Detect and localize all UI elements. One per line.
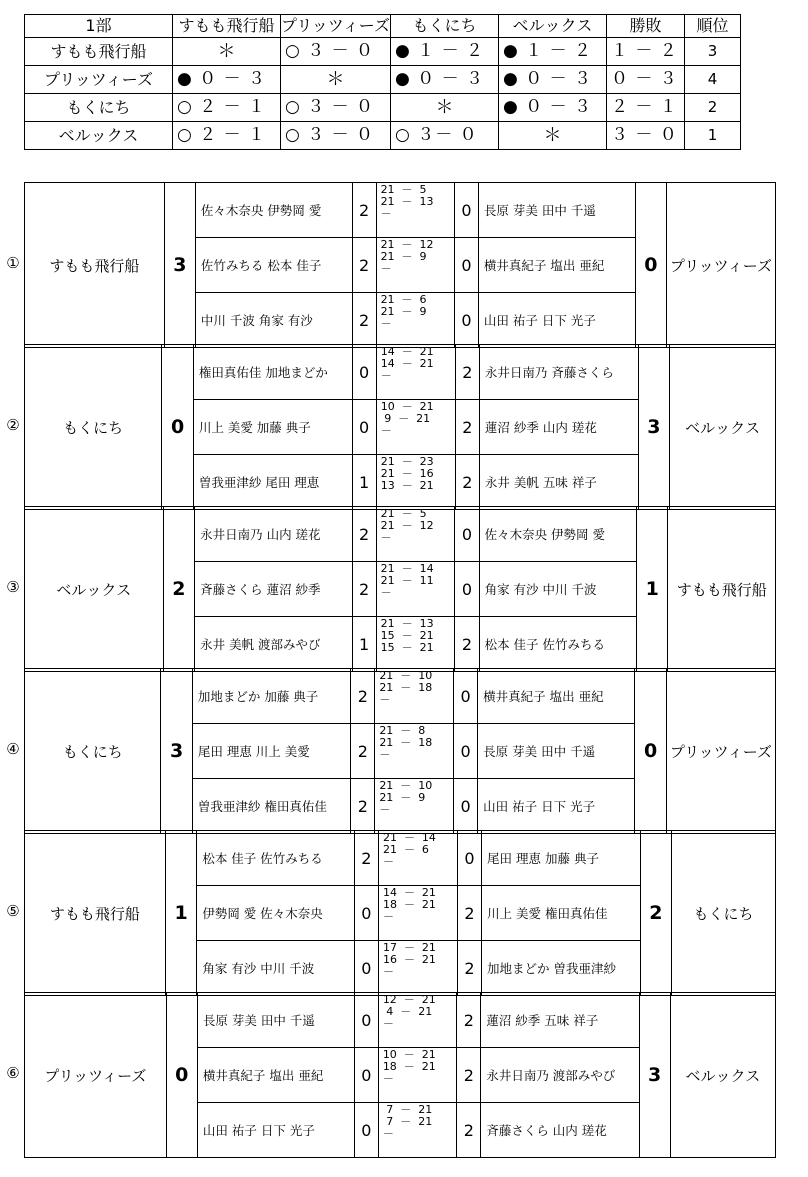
set-score: － <box>382 1127 394 1140</box>
left-pair: 尾田 理恵 川上 美愛 <box>192 724 350 779</box>
right-pair: 尾田 理恵 加藤 典子 <box>482 831 641 886</box>
right-games-won: 2 <box>455 617 479 672</box>
game-scores <box>376 507 455 562</box>
right-pair: 松本 佳子 佐竹みちる <box>479 617 636 672</box>
set-score: 18 － 21 <box>382 1060 436 1073</box>
right-pair: 永井 美帆 五味 祥子 <box>479 455 638 510</box>
header-rank: 順位 <box>684 15 740 38</box>
set-score: 13 － 21 <box>380 479 434 492</box>
left-games-won: 2 <box>351 724 375 779</box>
left-team: すもも飛行船 <box>25 183 165 348</box>
game-scores <box>376 562 455 617</box>
standings-team: すもも飛行船 <box>25 38 173 66</box>
set-score: 7 － 21 <box>382 1115 433 1128</box>
game-scores <box>376 183 455 238</box>
standings-self-cell: ＊ <box>498 122 606 150</box>
set-score: 14 － 21 <box>380 357 434 370</box>
left-games-won: 2 <box>352 507 376 562</box>
set-score: 21 － 18 <box>379 681 433 694</box>
game-row <box>25 183 776 238</box>
right-team: ベルックス <box>670 345 776 510</box>
left-games-won: 2 <box>351 779 375 834</box>
set-score: 21 － 8 <box>379 724 426 737</box>
set-score: － <box>382 965 394 978</box>
match-number: ⑥ <box>6 1064 20 1082</box>
left-pair: 長原 芽美 田中 千遥 <box>197 993 354 1048</box>
match-number: ④ <box>6 740 20 758</box>
left-games-won: 2 <box>352 293 376 348</box>
left-games-won: 0 <box>354 1103 378 1158</box>
right-pair: 永井日南乃 斉藤さくら <box>479 345 638 400</box>
left-pair: 横井真紀子 塩出 亜紀 <box>197 1048 354 1103</box>
left-pair: 中川 千波 角家 有沙 <box>195 293 352 348</box>
standings-team: もくにち <box>25 94 173 122</box>
set-score: － <box>379 693 391 706</box>
right-games-won: 2 <box>457 1103 481 1158</box>
right-pair: 横井真紀子 塩出 亜紀 <box>478 238 635 293</box>
set-score: － <box>382 1017 394 1030</box>
set-score: 10 － 21 <box>380 400 434 413</box>
right-pair: 長原 芽美 田中 千遥 <box>478 724 635 779</box>
standings-record: ３ － ０ <box>606 122 684 150</box>
set-score: － <box>380 317 392 330</box>
match-number: ② <box>6 416 20 434</box>
left-total: 3 <box>161 669 192 834</box>
standings-result: ○ ３－ ０ <box>390 122 498 150</box>
standings-team: ベルックス <box>25 122 173 150</box>
right-total: 1 <box>636 507 667 672</box>
set-score: 21 － 12 <box>380 238 434 251</box>
game-row <box>25 669 776 724</box>
set-score: 21 － 12 <box>380 519 434 532</box>
standings-self-cell: ＊ <box>390 94 498 122</box>
left-team: もくにち <box>25 669 161 834</box>
set-score: － <box>380 531 392 544</box>
left-games-won: 0 <box>354 993 378 1048</box>
right-games-won: 0 <box>454 724 478 779</box>
set-score: － <box>380 424 392 437</box>
set-score: 17 － 21 <box>382 941 436 954</box>
match-block <box>4 668 776 830</box>
set-score: 7 － 21 <box>382 1103 433 1116</box>
set-score: 21 － 9 <box>380 305 427 318</box>
match-table <box>24 830 776 996</box>
right-team: もくにち <box>672 831 776 996</box>
right-total: 3 <box>638 345 670 510</box>
game-scores <box>376 455 455 510</box>
standings-self-cell: ＊ <box>173 38 281 66</box>
left-games-won: 2 <box>352 183 376 238</box>
set-score: 10 － 21 <box>382 1048 436 1061</box>
right-games-won: 2 <box>457 886 481 941</box>
left-games-won: 0 <box>354 941 378 996</box>
right-games-won: 2 <box>457 1048 481 1103</box>
left-games-won: 2 <box>354 831 378 886</box>
set-score: － <box>380 262 392 275</box>
match-table <box>24 506 776 672</box>
game-scores <box>376 293 455 348</box>
left-pair: 永井日南乃 山内 瑳花 <box>195 507 352 562</box>
standings-row <box>25 122 741 150</box>
right-total: 3 <box>639 993 670 1158</box>
right-games-won: 2 <box>457 941 481 996</box>
left-team: ベルックス <box>25 507 164 672</box>
left-games-won: 0 <box>352 400 376 455</box>
match-number: ⑤ <box>6 902 20 920</box>
right-pair: 蓮沼 紗季 山内 瑳花 <box>479 400 638 455</box>
header-team-4: ベルックス <box>498 15 606 38</box>
match-block <box>4 830 776 992</box>
right-games-won: 0 <box>454 779 478 834</box>
left-team: プリッツィーズ <box>25 993 167 1158</box>
left-team: もくにち <box>25 345 162 510</box>
standings-header-row <box>25 15 741 38</box>
set-score: － <box>380 207 392 220</box>
set-score: 21 － 14 <box>382 831 436 844</box>
standings-result: ○ ２ － １ <box>173 122 281 150</box>
header-team-1: すもも飛行船 <box>173 15 281 38</box>
left-pair: 山田 祐子 日下 光子 <box>197 1103 354 1158</box>
set-score: － <box>382 1072 394 1085</box>
header-record: 勝敗 <box>606 15 684 38</box>
standings-table <box>24 14 741 150</box>
right-games-won: 0 <box>455 293 479 348</box>
game-scores <box>375 669 454 724</box>
set-score: 21 － 11 <box>380 574 434 587</box>
game-scores <box>378 993 457 1048</box>
header-team-3: もくにち <box>390 15 498 38</box>
set-score: － <box>380 586 392 599</box>
game-scores <box>375 779 454 834</box>
left-pair: 松本 佳子 佐竹みちる <box>197 831 355 886</box>
set-score: 21 － 10 <box>379 779 433 792</box>
left-games-won: 2 <box>352 562 376 617</box>
right-pair: 蓮沼 紗季 五味 祥子 <box>481 993 639 1048</box>
right-pair: 斉藤さくら 山内 瑳花 <box>481 1103 639 1158</box>
right-pair: 横井真紀子 塩出 亜紀 <box>478 669 635 724</box>
match-table <box>24 182 776 348</box>
set-score: 14 － 21 <box>382 886 436 899</box>
standings-result: ● ０ － ３ <box>498 94 606 122</box>
set-score: 15 － 21 <box>380 629 434 642</box>
right-team: ベルックス <box>670 993 775 1158</box>
left-pair: 伊勢岡 愛 佐々木奈央 <box>197 886 355 941</box>
game-scores <box>376 617 455 672</box>
left-total: 1 <box>165 831 197 996</box>
set-score: 21 － 9 <box>380 250 427 263</box>
left-pair: 角家 有沙 中川 千波 <box>197 941 355 996</box>
left-team: すもも飛行船 <box>25 831 166 996</box>
left-games-won: 1 <box>352 617 376 672</box>
standings-rank: 1 <box>684 122 740 150</box>
set-score: 9 － 21 <box>380 412 431 425</box>
set-score: 21 － 5 <box>380 183 427 196</box>
match-table <box>24 344 776 510</box>
set-score: 21 － 6 <box>382 843 429 856</box>
game-row <box>25 345 776 400</box>
set-score: 14 － 21 <box>380 345 434 358</box>
standings-result: ● ０ － ３ <box>498 66 606 94</box>
set-score: 21 － 9 <box>379 791 426 804</box>
right-team: プリッツィーズ <box>666 183 775 348</box>
set-score: 15 － 21 <box>380 641 434 654</box>
game-row <box>25 831 776 886</box>
right-pair: 長原 芽美 田中 千遥 <box>478 183 635 238</box>
standings-row <box>25 94 741 122</box>
standings-self-cell: ＊ <box>281 66 391 94</box>
right-games-won: 2 <box>455 455 479 510</box>
match-block <box>4 344 776 506</box>
standings-result: ● １ － ２ <box>390 38 498 66</box>
right-pair: 永井日南乃 渡部みやび <box>481 1048 639 1103</box>
right-games-won: 0 <box>455 238 479 293</box>
standings-result: ○ ３ － ０ <box>281 122 391 150</box>
match-results <box>4 182 776 1154</box>
standings-result: ○ ３ － ０ <box>281 94 391 122</box>
standings-record: ０ － ３ <box>606 66 684 94</box>
right-games-won: 0 <box>457 831 481 886</box>
game-scores <box>375 724 454 779</box>
standings-rank: 2 <box>684 94 740 122</box>
set-score: 21 － 5 <box>380 507 427 520</box>
game-scores <box>376 400 455 455</box>
right-pair: 佐々木奈央 伊勢岡 愛 <box>479 507 636 562</box>
left-pair: 加地まどか 加藤 典子 <box>192 669 350 724</box>
match-block <box>4 506 776 668</box>
game-scores <box>378 1103 457 1158</box>
right-games-won: 2 <box>455 400 479 455</box>
right-games-won: 2 <box>457 993 481 1048</box>
right-pair: 角家 有沙 中川 千波 <box>479 562 636 617</box>
game-scores <box>376 238 455 293</box>
set-score: 21 － 23 <box>380 455 434 468</box>
right-total: 2 <box>640 831 672 996</box>
match-block <box>4 992 776 1154</box>
game-scores <box>378 886 457 941</box>
set-score: 21 － 18 <box>379 736 433 749</box>
right-games-won: 0 <box>455 183 479 238</box>
header-division: 1部 <box>25 15 173 38</box>
left-pair: 佐々木奈央 伊勢岡 愛 <box>195 183 352 238</box>
standings-team: プリッツィーズ <box>25 66 173 94</box>
match-table <box>24 668 776 834</box>
set-score: 4 － 21 <box>382 1005 433 1018</box>
match-block <box>4 182 776 344</box>
set-score: 21 － 14 <box>380 562 434 575</box>
game-scores <box>378 941 457 996</box>
right-pair: 山田 祐子 日下 光子 <box>478 779 635 834</box>
game-row <box>25 993 776 1048</box>
game-row <box>25 507 776 562</box>
right-pair: 川上 美愛 権田真佑佳 <box>482 886 641 941</box>
left-games-won: 0 <box>354 1048 378 1103</box>
set-score: 21 － 6 <box>380 293 427 306</box>
set-score: － <box>382 855 394 868</box>
right-pair: 山田 祐子 日下 光子 <box>478 293 635 348</box>
set-score: 18 － 21 <box>382 898 436 911</box>
standings-result: ○ ３ － ０ <box>281 38 391 66</box>
left-pair: 曽我亜津紗 尾田 理恵 <box>193 455 352 510</box>
header-team-2: プリッツィーズ <box>281 15 391 38</box>
game-scores <box>378 1048 457 1103</box>
standings-result: ● １ － ２ <box>498 38 606 66</box>
set-score: － <box>379 748 391 761</box>
right-games-won: 2 <box>455 345 479 400</box>
standings-row <box>25 38 741 66</box>
standings-result: ○ ２ － １ <box>173 94 281 122</box>
match-table <box>24 992 776 1158</box>
set-score: 21 － 16 <box>380 467 434 480</box>
standings-row <box>25 66 741 94</box>
set-score: － <box>380 369 392 382</box>
set-score: 16 － 21 <box>382 953 436 966</box>
right-games-won: 0 <box>454 669 478 724</box>
left-pair: 佐竹みちる 松本 佳子 <box>195 238 352 293</box>
left-games-won: 2 <box>352 238 376 293</box>
right-pair: 加地まどか 曽我亜津紗 <box>482 941 641 996</box>
left-games-won: 2 <box>351 669 375 724</box>
left-pair: 斉藤さくら 蓮沼 紗季 <box>195 562 352 617</box>
set-score: 21 － 10 <box>379 669 433 682</box>
left-total: 3 <box>164 183 195 348</box>
set-score: － <box>382 910 394 923</box>
game-scores <box>376 345 455 400</box>
right-team: すもも飛行船 <box>668 507 776 672</box>
standings-record: ２ － １ <box>606 94 684 122</box>
left-total: 0 <box>162 345 194 510</box>
standings-rank: 3 <box>684 38 740 66</box>
right-team: プリッツィーズ <box>666 669 775 834</box>
set-score: 21 － 13 <box>380 195 434 208</box>
right-games-won: 0 <box>455 507 479 562</box>
right-total: 0 <box>635 183 666 348</box>
right-total: 0 <box>635 669 666 834</box>
left-total: 2 <box>163 507 194 672</box>
left-pair: 川上 美愛 加藤 典子 <box>193 400 352 455</box>
game-scores <box>378 831 457 886</box>
set-score: － <box>379 803 391 816</box>
set-score: 21 － 13 <box>380 617 434 630</box>
standings-result: ● ０ － ３ <box>390 66 498 94</box>
left-games-won: 0 <box>354 886 378 941</box>
left-games-won: 1 <box>352 455 376 510</box>
left-pair: 永井 美帆 渡部みやび <box>195 617 352 672</box>
left-total: 0 <box>166 993 197 1158</box>
left-games-won: 0 <box>352 345 376 400</box>
standings-record: １ － ２ <box>606 38 684 66</box>
standings-rank: 4 <box>684 66 740 94</box>
match-number: ③ <box>6 578 20 596</box>
right-games-won: 0 <box>455 562 479 617</box>
match-number: ① <box>6 254 20 272</box>
left-pair: 権田真佑佳 加地まどか <box>193 345 352 400</box>
standings-result: ● ０ － ３ <box>173 66 281 94</box>
left-pair: 曽我亜津紗 権田真佑佳 <box>192 779 350 834</box>
set-score: 12 － 21 <box>382 993 436 1006</box>
